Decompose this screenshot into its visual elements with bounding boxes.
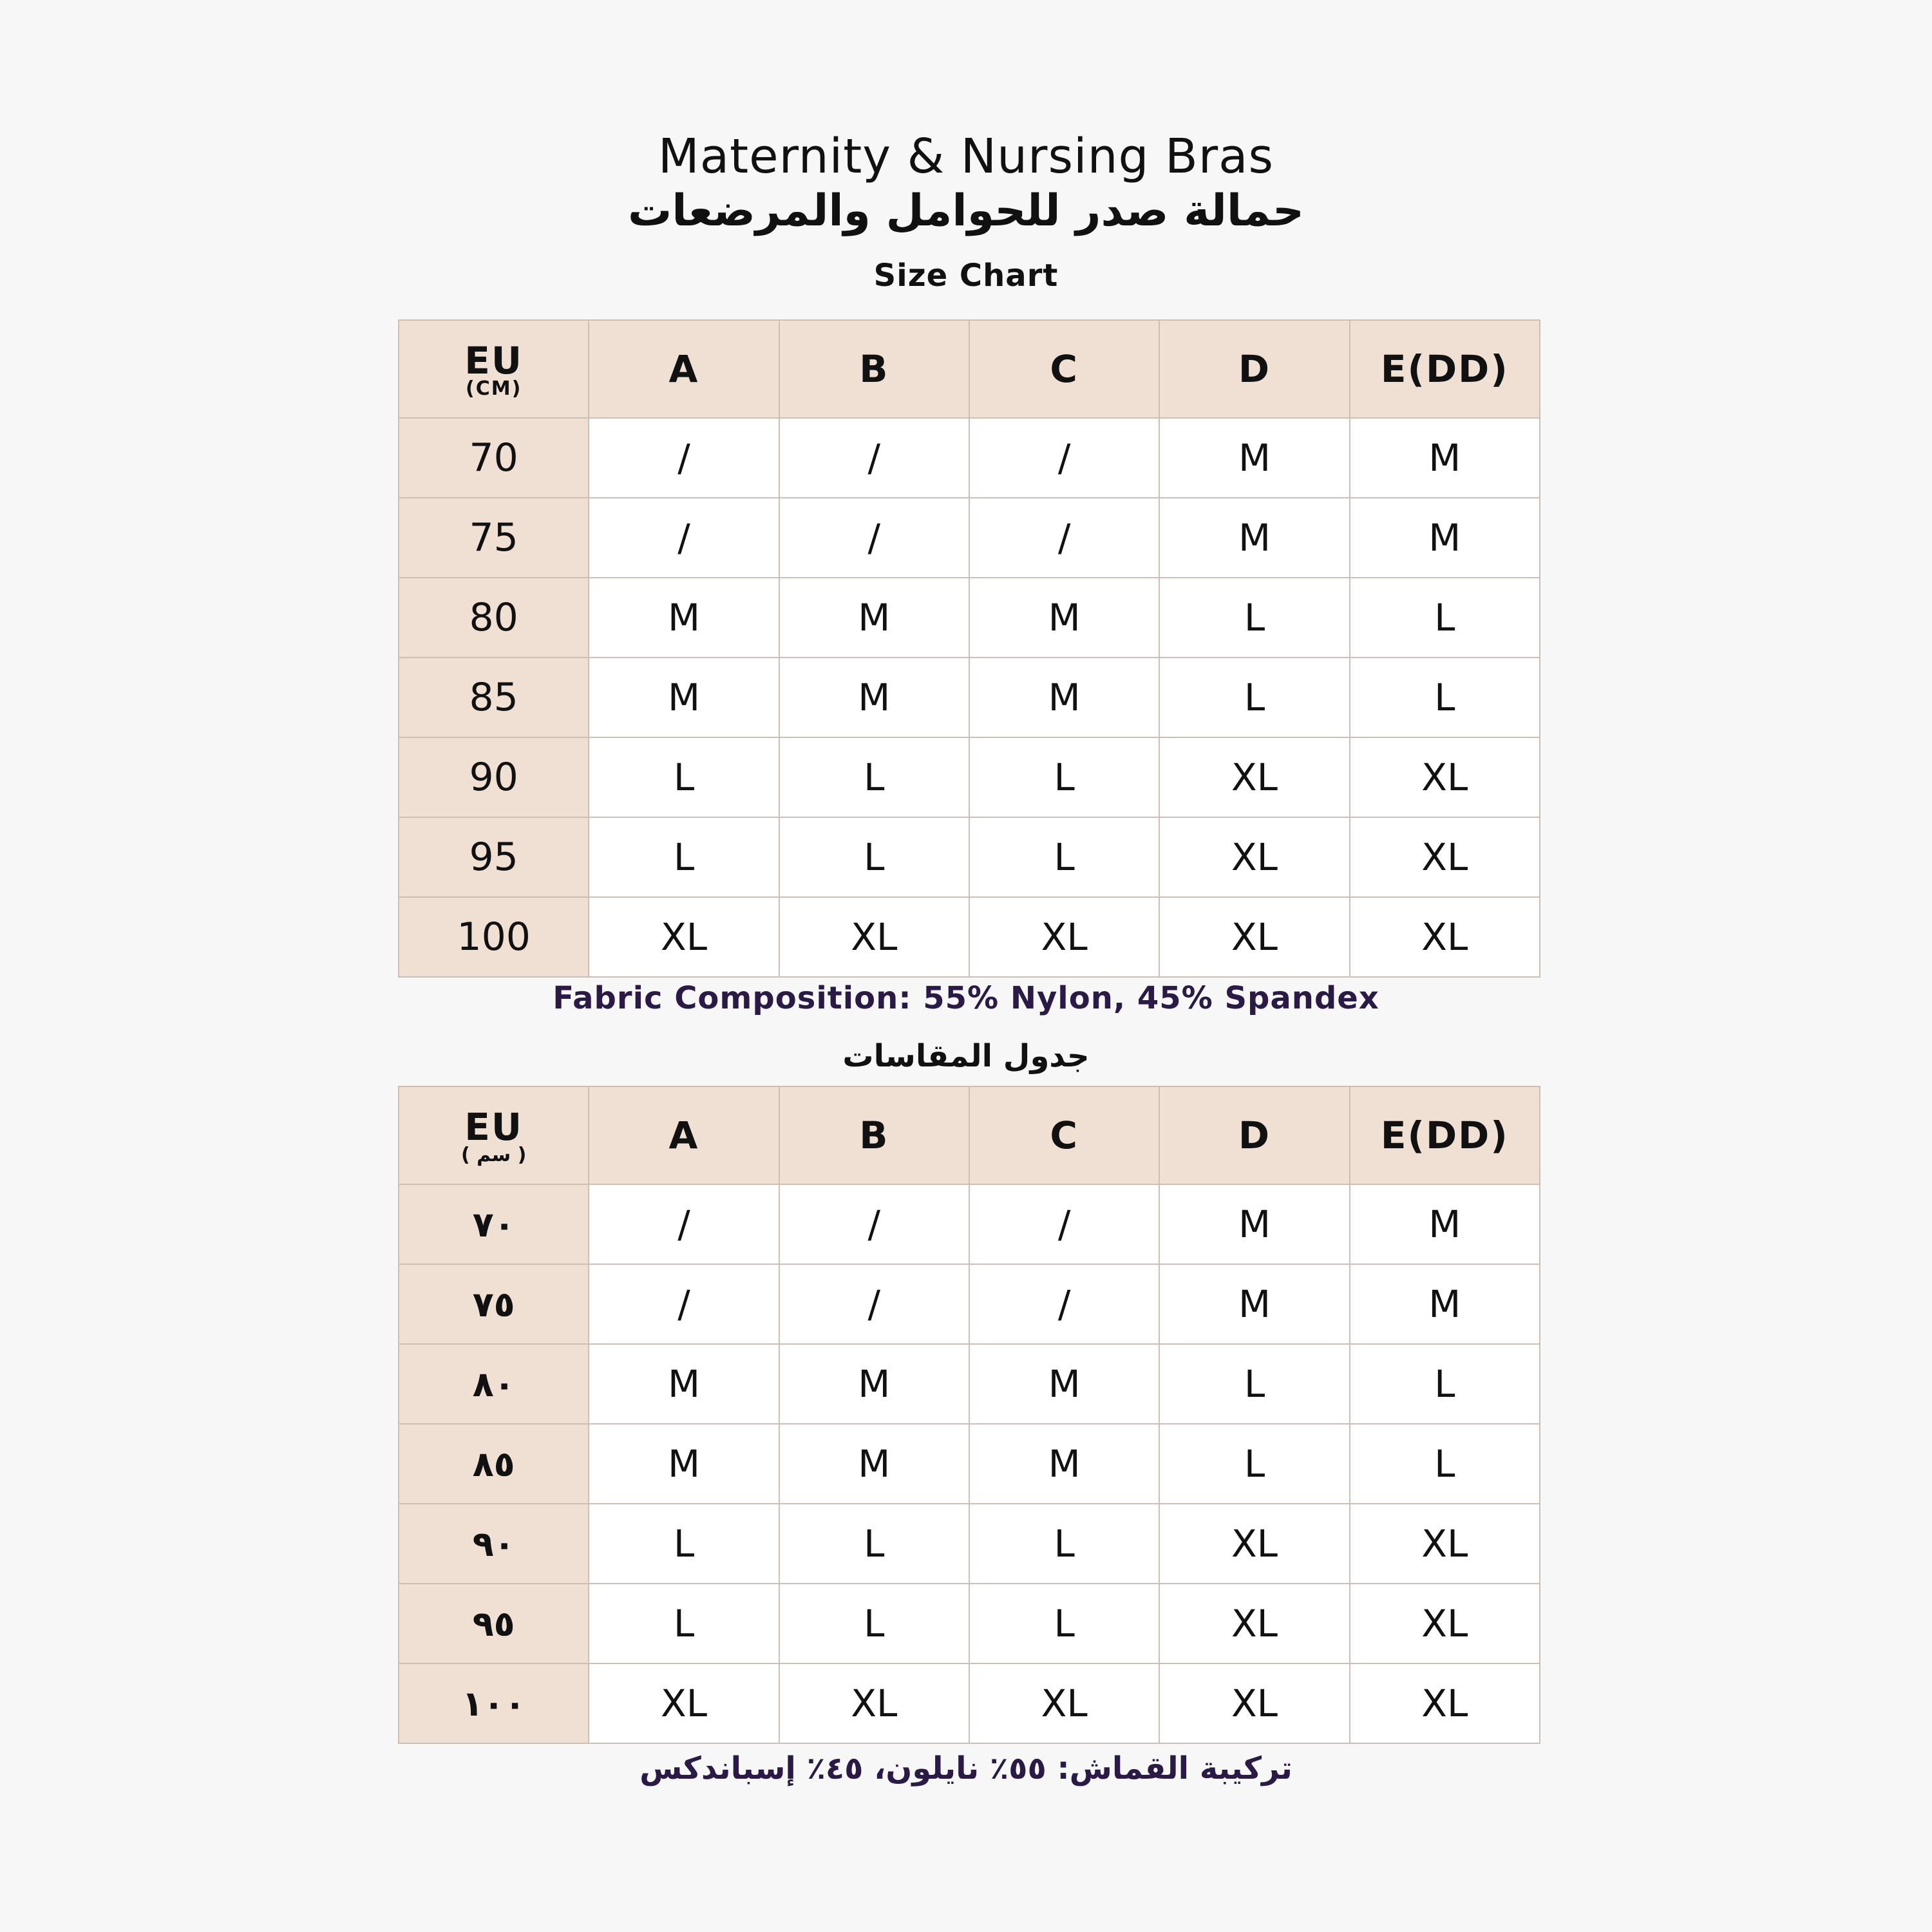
size-cell: / bbox=[969, 1184, 1159, 1264]
band-size-cell: ٨٥ bbox=[399, 1424, 589, 1504]
band-header bbox=[399, 1086, 589, 1184]
size-cell: M bbox=[969, 1344, 1159, 1424]
size-cell: M bbox=[779, 578, 969, 658]
cup-header: C bbox=[969, 320, 1159, 418]
cup-header: E(DD) bbox=[1350, 1086, 1540, 1184]
size-cell: XL bbox=[1159, 1663, 1349, 1743]
band-unit-label: (CM) bbox=[466, 377, 522, 400]
size-cell: M bbox=[1350, 1264, 1540, 1344]
size-chart-subtitle-english: Size Chart bbox=[873, 258, 1059, 294]
table-header-row bbox=[399, 320, 1540, 418]
cup-header: C bbox=[969, 1086, 1159, 1184]
band-size-cell: ١٠٠ bbox=[399, 1663, 589, 1743]
size-cell: L bbox=[969, 1504, 1159, 1584]
size-cell: L bbox=[779, 737, 969, 817]
size-cell: M bbox=[969, 578, 1159, 658]
size-cell: L bbox=[969, 1584, 1159, 1663]
table-header-row bbox=[399, 1086, 1540, 1184]
size-cell: / bbox=[589, 1184, 779, 1264]
size-cell: / bbox=[589, 498, 779, 578]
size-cell: M bbox=[589, 578, 779, 658]
size-cell: M bbox=[1350, 1184, 1540, 1264]
size-cell: XL bbox=[1350, 737, 1540, 817]
size-cell: L bbox=[1159, 1344, 1349, 1424]
size-cell: L bbox=[969, 737, 1159, 817]
table-row bbox=[399, 897, 1540, 977]
size-cell: L bbox=[779, 817, 969, 897]
size-cell: M bbox=[589, 1424, 779, 1504]
size-cell: XL bbox=[1159, 897, 1349, 977]
size-cell: XL bbox=[1159, 1584, 1349, 1663]
band-header-label: EU bbox=[464, 338, 524, 383]
table-row bbox=[399, 1424, 1540, 1504]
size-cell: L bbox=[1350, 1344, 1540, 1424]
table-row bbox=[399, 737, 1540, 817]
size-cell: M bbox=[589, 658, 779, 737]
size-cell: L bbox=[779, 1504, 969, 1584]
size-cell: M bbox=[1159, 1264, 1349, 1344]
table-row bbox=[399, 1184, 1540, 1264]
size-cell: M bbox=[1350, 498, 1540, 578]
table-row bbox=[399, 498, 1540, 578]
size-cell: M bbox=[1350, 418, 1540, 498]
size-cell: / bbox=[779, 1264, 969, 1344]
table-row bbox=[399, 658, 1540, 737]
size-cell: L bbox=[589, 1504, 779, 1584]
table-row bbox=[399, 418, 1540, 498]
band-size-cell: 100 bbox=[399, 897, 589, 977]
band-size-cell: 70 bbox=[399, 418, 589, 498]
size-cell: L bbox=[1159, 1424, 1349, 1504]
fabric-composition-arabic: تركيبة القماش: ٥٥٪ نايلون، ٤٥٪ إسباندكس bbox=[639, 1750, 1293, 1786]
size-cell: XL bbox=[969, 1663, 1159, 1743]
size-cell: XL bbox=[1350, 1584, 1540, 1663]
size-cell: M bbox=[1159, 498, 1349, 578]
band-unit-label: ( سم ) bbox=[460, 1143, 527, 1166]
size-cell: XL bbox=[1159, 1504, 1349, 1584]
cup-header: B bbox=[779, 320, 969, 418]
size-cell: L bbox=[969, 817, 1159, 897]
size-cell: / bbox=[779, 418, 969, 498]
cup-header: A bbox=[589, 320, 779, 418]
size-cell: M bbox=[969, 658, 1159, 737]
size-cell: XL bbox=[1350, 1663, 1540, 1743]
size-cell: L bbox=[1350, 1424, 1540, 1504]
size-cell: M bbox=[1159, 1184, 1349, 1264]
table-row bbox=[399, 1504, 1540, 1584]
size-cell: L bbox=[1350, 578, 1540, 658]
size-cell: M bbox=[969, 1424, 1159, 1504]
size-cell: XL bbox=[1159, 737, 1349, 817]
band-size-cell: 85 bbox=[399, 658, 589, 737]
table-row bbox=[399, 1663, 1540, 1743]
size-cell: XL bbox=[1350, 817, 1540, 897]
size-table-arabic bbox=[398, 1086, 1540, 1744]
size-cell: L bbox=[1350, 658, 1540, 737]
band-size-cell: 75 bbox=[399, 498, 589, 578]
size-cell: XL bbox=[1159, 817, 1349, 897]
size-cell: M bbox=[1159, 418, 1349, 498]
cup-header: B bbox=[779, 1086, 969, 1184]
cup-header: D bbox=[1159, 1086, 1349, 1184]
size-chart-subtitle-arabic: جدول المقاسات bbox=[842, 1038, 1090, 1074]
size-table-english bbox=[398, 319, 1540, 978]
size-cell: / bbox=[779, 1184, 969, 1264]
band-header-label: EU bbox=[464, 1104, 524, 1149]
size-cell: / bbox=[969, 498, 1159, 578]
size-cell: L bbox=[589, 817, 779, 897]
table-row bbox=[399, 578, 1540, 658]
size-cell: M bbox=[589, 1344, 779, 1424]
size-cell: / bbox=[969, 418, 1159, 498]
size-cell: M bbox=[779, 1344, 969, 1424]
size-cell: / bbox=[589, 418, 779, 498]
band-size-cell: 90 bbox=[399, 737, 589, 817]
size-cell: XL bbox=[1350, 897, 1540, 977]
size-cell: XL bbox=[589, 1663, 779, 1743]
cup-header: E(DD) bbox=[1350, 320, 1540, 418]
size-cell: XL bbox=[589, 897, 779, 977]
band-size-cell: ٨٠ bbox=[399, 1344, 589, 1424]
title-english: Maternity & Nursing Bras bbox=[658, 129, 1274, 184]
table-row bbox=[399, 817, 1540, 897]
size-cell: XL bbox=[779, 1663, 969, 1743]
size-cell: XL bbox=[1350, 1504, 1540, 1584]
cup-header: A bbox=[589, 1086, 779, 1184]
band-size-cell: ٧٥ bbox=[399, 1264, 589, 1344]
size-cell: / bbox=[969, 1264, 1159, 1344]
title-arabic: حمالة صدر للحوامل والمرضعات bbox=[627, 185, 1305, 236]
size-cell: / bbox=[589, 1264, 779, 1344]
cup-header: D bbox=[1159, 320, 1349, 418]
band-size-cell: ٧٠ bbox=[399, 1184, 589, 1264]
size-cell: L bbox=[1159, 658, 1349, 737]
size-cell: L bbox=[1159, 578, 1349, 658]
size-cell: / bbox=[779, 498, 969, 578]
table-row bbox=[399, 1584, 1540, 1663]
band-size-cell: 95 bbox=[399, 817, 589, 897]
fabric-composition-english: Fabric Composition: 55% Nylon, 45% Spandex bbox=[553, 980, 1379, 1016]
size-cell: XL bbox=[969, 897, 1159, 977]
size-cell: M bbox=[779, 1424, 969, 1504]
band-size-cell: 80 bbox=[399, 578, 589, 658]
band-size-cell: ٩٠ bbox=[399, 1504, 589, 1584]
table-row bbox=[399, 1264, 1540, 1344]
size-cell: L bbox=[589, 737, 779, 817]
size-cell: XL bbox=[779, 897, 969, 977]
table-row bbox=[399, 1344, 1540, 1424]
band-header bbox=[399, 320, 589, 418]
size-cell: M bbox=[779, 658, 969, 737]
size-cell: L bbox=[779, 1584, 969, 1663]
band-size-cell: ٩٥ bbox=[399, 1584, 589, 1663]
size-cell: L bbox=[589, 1584, 779, 1663]
